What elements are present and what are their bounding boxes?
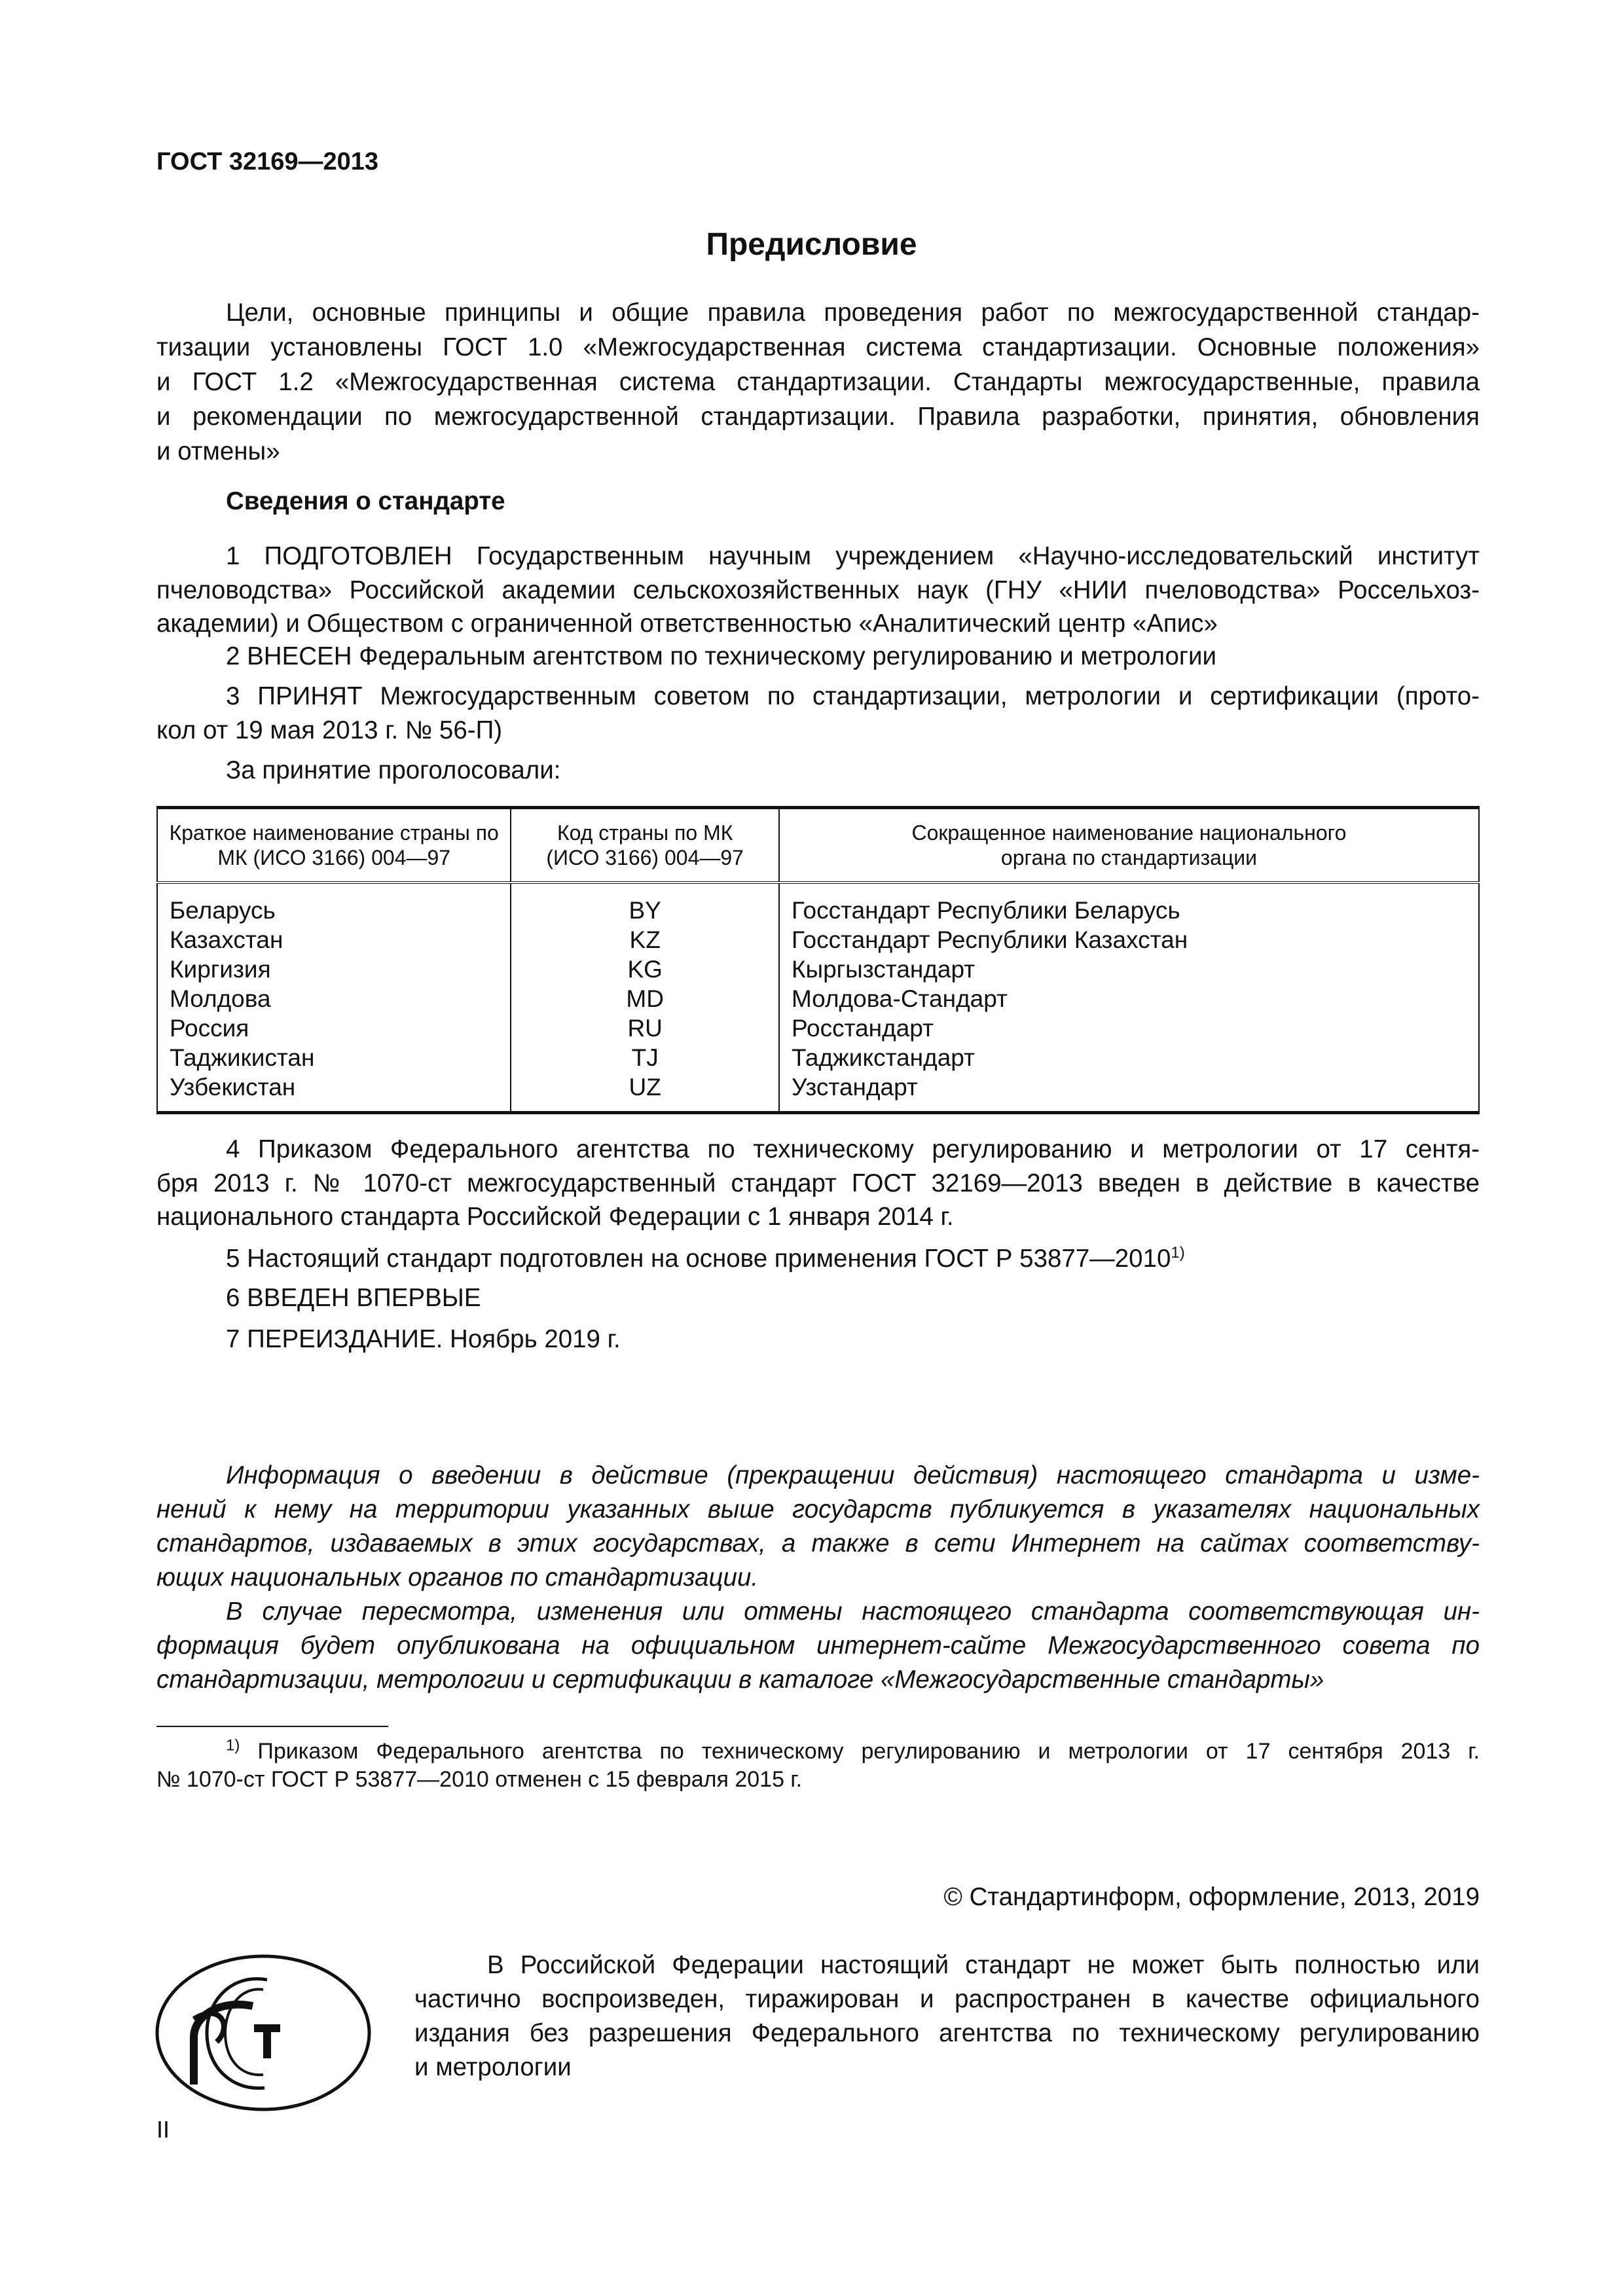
table-row — [157, 925, 1479, 955]
item-3-line: 3 ПРИНЯТ Межгосударственным советом по стандартизации, метрологии и сертификации (прото- — [226, 682, 1480, 710]
national-body: Узстандарт — [779, 1072, 1479, 1113]
rights-line: и метрологии — [414, 2053, 572, 2081]
item-1-line: 1 ПОДГОТОВЛЕН Государственным научным учреждением «Научно-исследовательский институт — [226, 542, 1480, 570]
country: Беларусь — [157, 883, 511, 925]
country: Узбекистан — [157, 1072, 511, 1113]
voting-table — [156, 806, 1480, 1114]
item-4-line: национального стандарта Российской Федерации с 1 января 2014 г. — [156, 1203, 954, 1231]
table-header-row — [157, 808, 1479, 883]
table-row — [157, 1072, 1479, 1113]
country: Казахстан — [157, 925, 511, 955]
national-body: Госстандарт Республики Беларусь — [779, 883, 1479, 925]
item-3-line: кол от 19 мая 2013 г. № 56-П) — [156, 716, 503, 744]
preface-line: Цели, основные принципы и общие правила проведения работ по межгосударственной стандар- — [226, 299, 1480, 327]
preface-line: тизации установлены ГОСТ 1.0 «Межгосударственная система стандартизации. Основные положения» — [156, 333, 1480, 361]
footnote-line: № 1070-ст ГОСТ Р 53877—2010 отменен с 15 февраля 2015 г. — [156, 1767, 803, 1792]
notice-line: стандартов, издаваемых в этих государствах, а также в сети Интернет на сайтах соответству- — [156, 1529, 1480, 1558]
country-code: RU — [511, 1013, 779, 1043]
notice-line: ющих национальных органов по стандартизации. — [156, 1563, 759, 1592]
country-code: TJ — [511, 1043, 779, 1072]
footnote-reference: 1) — [1171, 1244, 1185, 1262]
notice-line: нений к нему на территории указанных выше государств публикуется в указателях национальных — [156, 1495, 1480, 1523]
country: Молдова — [157, 984, 511, 1013]
notice-line: Информация о введении в действие (прекращении действия) настоящего стандарта и изме- — [226, 1461, 1480, 1489]
national-body: Кыргызстандарт — [779, 955, 1479, 984]
footnote-line — [226, 1737, 1480, 1766]
footnote-text: Приказом Федерального агентства по техническому регулированию и метрологии от 17 сентября 2013 г. — [257, 1739, 1480, 1764]
national-body: Росстандарт — [779, 1013, 1479, 1043]
notice-line: В случае пересмотра, изменения или отмены настоящего стандарта соответствующая ин- — [226, 1597, 1480, 1626]
item-2: 2 ВНЕСЕН Федеральным агентством по техническому регулированию и метрологии — [226, 642, 1216, 670]
item-5 — [226, 1242, 1480, 1276]
country-code: MD — [511, 984, 779, 1013]
national-body: Госстандарт Республики Казахстан — [779, 925, 1479, 955]
preface-line: и ГОСТ 1.2 «Межгосударственная система стандартизации. Стандарты межгосударственные, правила — [156, 368, 1480, 396]
notice-line: формация будет опубликована на официальном интернет-сайте Межгосударственного совета по — [156, 1631, 1480, 1660]
section-heading: Сведения о стандарте — [226, 487, 505, 515]
table-row — [157, 883, 1479, 925]
column-header-code: Код страны по МК (ИСО 3166) 004—97 — [511, 808, 779, 883]
rst-logo-icon — [155, 1954, 372, 2112]
table-row — [157, 955, 1479, 984]
item-4-line: 4 Приказом Федерального агентства по техническому регулированию и метрологии от 17 сентя- — [226, 1135, 1480, 1163]
page-number: II — [156, 2116, 170, 2143]
national-body: Таджикстандарт — [779, 1043, 1479, 1072]
country-code: UZ — [511, 1072, 779, 1113]
country-code: KG — [511, 955, 779, 984]
item-1-line: пчеловодства» Российской академии сельскохозяйственных наук (ГНУ «НИИ пчеловодства» Россельхоз- — [156, 576, 1480, 604]
rights-line: издания без разрешения Федерального агентства по техническому регулированию — [414, 2019, 1480, 2047]
country: Россия — [157, 1013, 511, 1043]
table-row — [157, 1013, 1479, 1043]
item-4-line: бря 2013 г. № 1070-ст межгосударственный стандарт ГОСТ 32169—2013 введен в действие в качестве — [156, 1169, 1480, 1197]
vote-label: За принятие проголосовали: — [226, 756, 561, 784]
national-body: Молдова-Стандарт — [779, 984, 1479, 1013]
country: Киргизия — [157, 955, 511, 984]
item-1-line: академии) и Обществом с ограниченной ответственностью «Аналитический центр «Апис» — [156, 610, 1218, 638]
column-header-country: Краткое наименование страны по МК (ИСО 3166) 004—97 — [157, 808, 511, 883]
column-header-body: Сокращенное наименование национального органа по стандартизации — [779, 808, 1479, 883]
country-code: BY — [511, 883, 779, 925]
document-id: ГОСТ 32169—2013 — [156, 148, 379, 175]
country-code: KZ — [511, 925, 779, 955]
item-5-text: 5 Настоящий стандарт подготовлен на основе применения ГОСТ Р 53877—2010 — [226, 1245, 1171, 1273]
rights-line: частично воспроизведен, тиражирован и распространен в качестве официального — [414, 1985, 1480, 2013]
footnote-divider — [156, 1726, 388, 1727]
table-row — [157, 984, 1479, 1013]
preface-line: и отмены» — [156, 437, 280, 465]
footnote-mark: 1) — [226, 1736, 240, 1755]
table-row — [157, 1043, 1479, 1072]
preface-line: и рекомендации по межгосударственной стандартизации. Правила разработки, принятия, обновления — [156, 403, 1480, 431]
copyright: © Стандартинформ, оформление, 2013, 2019 — [943, 1883, 1480, 1911]
page-title: Предисловие — [706, 227, 917, 262]
item-7: 7 ПЕРЕИЗДАНИЕ. Ноябрь 2019 г. — [226, 1325, 621, 1353]
rights-line: В Российской Федерации настоящий стандарт не может быть полностью или — [487, 1951, 1480, 1979]
item-6: 6 ВВЕДЕН ВПЕРВЫЕ — [226, 1284, 481, 1312]
country: Таджикистан — [157, 1043, 511, 1072]
notice-line: стандартизации, метрологии и сертификации в каталоге «Межгосударственные стандарты» — [156, 1666, 1324, 1694]
